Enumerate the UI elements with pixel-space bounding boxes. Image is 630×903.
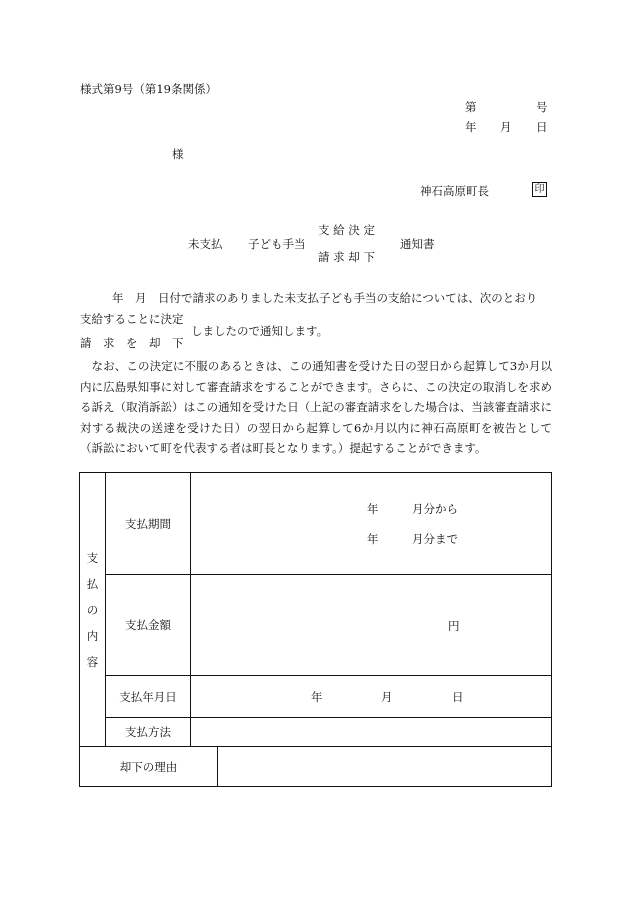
- title-middle: 子ども手当: [248, 237, 306, 251]
- doc-number-suffix: 号: [536, 100, 548, 114]
- title-prefix: 未支払: [188, 237, 223, 251]
- period-from-month: 月分から: [412, 502, 458, 516]
- payment-table: [79, 472, 552, 787]
- body-option-grant: 支給することに決定: [80, 312, 184, 326]
- date-day: 日: [536, 120, 548, 134]
- seal-mark: 印: [532, 182, 547, 197]
- payment-method-label: 支払方法: [106, 718, 191, 747]
- title-option-reject: 請 求 却 下: [318, 250, 375, 264]
- form-number: 様式第9号（第19条関係）: [80, 82, 217, 96]
- doc-number-prefix: 第: [465, 100, 477, 114]
- period-from-year: 年: [367, 502, 379, 516]
- period-to-year: 年: [367, 532, 379, 546]
- issuer-name: 神石高原町長: [420, 184, 489, 198]
- side-char: 支: [86, 550, 99, 565]
- appeal-notice: なお、この決定に不服のあるときは、この通知書を受けた日の翌日から起算して3か月以内に広島県知事に対して審査請求をすることができます。さらに、この決定の取消しを求める訴え（取消訴訟）はこの通知を受けた日（上記の審査請求をした場合は、当該審査請求に対する裁決の送達を受けた日）の翌日から起算して6か月以内に神石高原町を被告として（訴訟において町を代表する者は町長となります。）提起することができます。: [80, 359, 552, 455]
- addressee-suffix: 様: [172, 147, 184, 161]
- side-char: 払: [86, 576, 99, 591]
- date-year: 年: [465, 120, 477, 134]
- title-suffix: 通知書: [400, 237, 435, 251]
- payment-date-month: 月: [381, 690, 393, 704]
- title-option-grant: 支 給 決 定: [318, 223, 375, 237]
- date-month: 月: [500, 120, 512, 134]
- payment-content-side-label: [80, 473, 106, 747]
- rejection-reason-label: 却下の理由: [80, 747, 218, 787]
- payment-date-year: 年: [311, 690, 323, 704]
- amount-label: 支払金額: [106, 575, 191, 676]
- payment-method-field[interactable]: [191, 718, 552, 747]
- body-line2-rest: しましたので通知します。: [191, 324, 329, 338]
- side-char: の: [86, 602, 99, 617]
- amount-unit: 円: [448, 619, 460, 633]
- period-label: 支払期間: [106, 473, 191, 575]
- payment-date-day: 日: [452, 690, 464, 704]
- payment-date-label: 支払年月日: [106, 676, 191, 718]
- body-line1: 年 月 日付で請求のありました未支払子ども手当の支給については、次のとおり: [112, 291, 538, 305]
- side-char: 容: [86, 654, 99, 669]
- side-char: 内: [86, 628, 99, 643]
- body-option-reject: 請 求 を 却 下: [80, 336, 184, 350]
- period-to-month: 月分まで: [412, 532, 458, 546]
- period-field[interactable]: [191, 473, 552, 575]
- amount-field[interactable]: [191, 575, 552, 676]
- payment-date-field[interactable]: [191, 676, 552, 718]
- rejection-reason-field[interactable]: [218, 747, 552, 787]
